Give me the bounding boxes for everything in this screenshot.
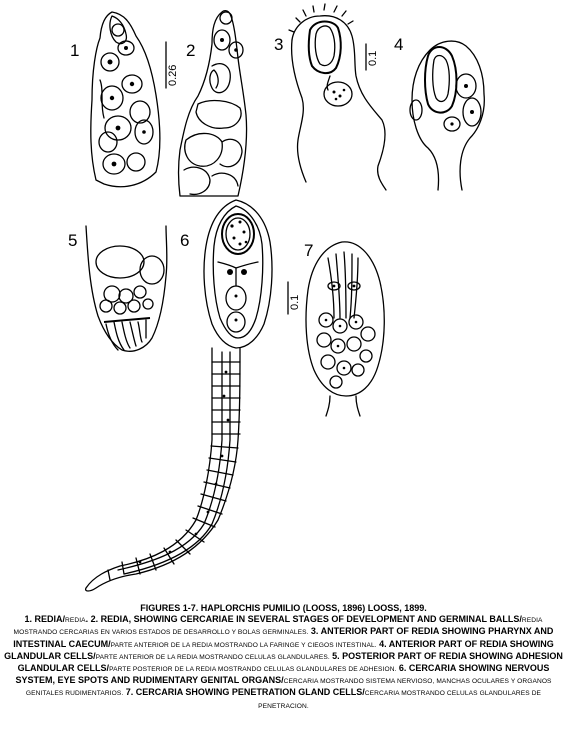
caption-item-5-es: PARTE POSTERIOR DE LA REDIA MOSTRANDO CELULAS GLANDULARES DE ADHESION. bbox=[109, 666, 397, 674]
figure-label-4: 4 bbox=[394, 35, 404, 54]
caption-item-7-es: CERCARIA MOSTRANDO CELULAS GLANDULARES DE PENETRACION. bbox=[258, 690, 542, 710]
caption-item-1-es: REDIA bbox=[65, 617, 86, 625]
scale-label-1: 0.26 bbox=[167, 64, 179, 86]
caption-title: FIGURES 1-7. HAPLORCHIS PUMILIO (LOOSS, 1896) LOOSS, 1899. bbox=[140, 603, 427, 613]
caption-item-6-en: 6. CERCARIA SHOWING NERVOUS SYSTEM, EYE SPOTS AND RUDIMENTARY GENITAL ORGANS/ bbox=[15, 663, 550, 686]
caption-item-7-en: 7. CERCARIA SHOWING PENETRATION GLAND CELLS/ bbox=[125, 687, 365, 698]
figure-7-cercaria-glands bbox=[306, 242, 384, 416]
figure-5-posterior-redia bbox=[86, 226, 167, 351]
scale-label-2: 0.1 bbox=[367, 50, 379, 66]
figure-3-anterior-redia bbox=[289, 4, 386, 190]
figure-label-2: 2 bbox=[186, 41, 196, 60]
figure-label-6: 6 bbox=[180, 231, 190, 250]
caption-item-4-es: PARTE ANTERIOR DE LA REDIA MOSTRANDO CELULAS GLANDULARES. bbox=[95, 653, 330, 661]
caption-item-3-es: PARTE ANTERIOR DE LA REDIA MOSTRANDO LA FARINGE Y CIEGOS INTESTINAL. bbox=[110, 641, 377, 649]
figure-1-redia bbox=[91, 12, 160, 187]
caption-item-1-en: 1. REDIA/ bbox=[24, 614, 65, 625]
caption-item-2-es: REDIA MOSTRANDO CERCARIAS EN VARIOS ESTADOS DE DESARROLLO Y BOLAS GERMINALES. bbox=[13, 617, 543, 637]
figure-4-anterior-redia-glands bbox=[410, 41, 484, 190]
caption-body bbox=[4, 614, 563, 712]
caption-item-3-en: 3. ANTERIOR PART OF REDIA SHOWING PHARYNX AND INTESTINAL CAECUM/ bbox=[13, 626, 554, 649]
figure-label-1: 1 bbox=[70, 41, 80, 60]
figure-label-5: 5 bbox=[68, 231, 78, 250]
scale-label-3: 0.1 bbox=[289, 294, 301, 310]
figure-6-cercaria bbox=[86, 200, 272, 591]
caption-item-6-es: CERCARIA MOSTRANDO SISTEMA NERVIOSO, MANCHAS OCULARES Y ORGANOS GENITALES RUDIMENTARIOS. bbox=[25, 678, 552, 698]
caption-item-4-en: 4. ANTERIOR PART OF REDIA SHOWING GLANDULAR CELLS/ bbox=[4, 638, 554, 661]
figure-label-7: 7 bbox=[304, 241, 314, 260]
figure-caption bbox=[4, 603, 563, 712]
caption-item-2-en: . 2. REDIA, SHOWING CERCARIAE IN SEVERAL STAGES OF DEVELOPMENT AND GERMINAL BALLS/ bbox=[85, 614, 522, 625]
figure-label-3: 3 bbox=[274, 35, 284, 54]
caption-item-5-en: 5. POSTERIOR PART OF REDIA SHOWING ADHESION GLANDULAR CELLS/ bbox=[17, 650, 563, 674]
figure-2-redia-cercariae bbox=[179, 11, 247, 196]
